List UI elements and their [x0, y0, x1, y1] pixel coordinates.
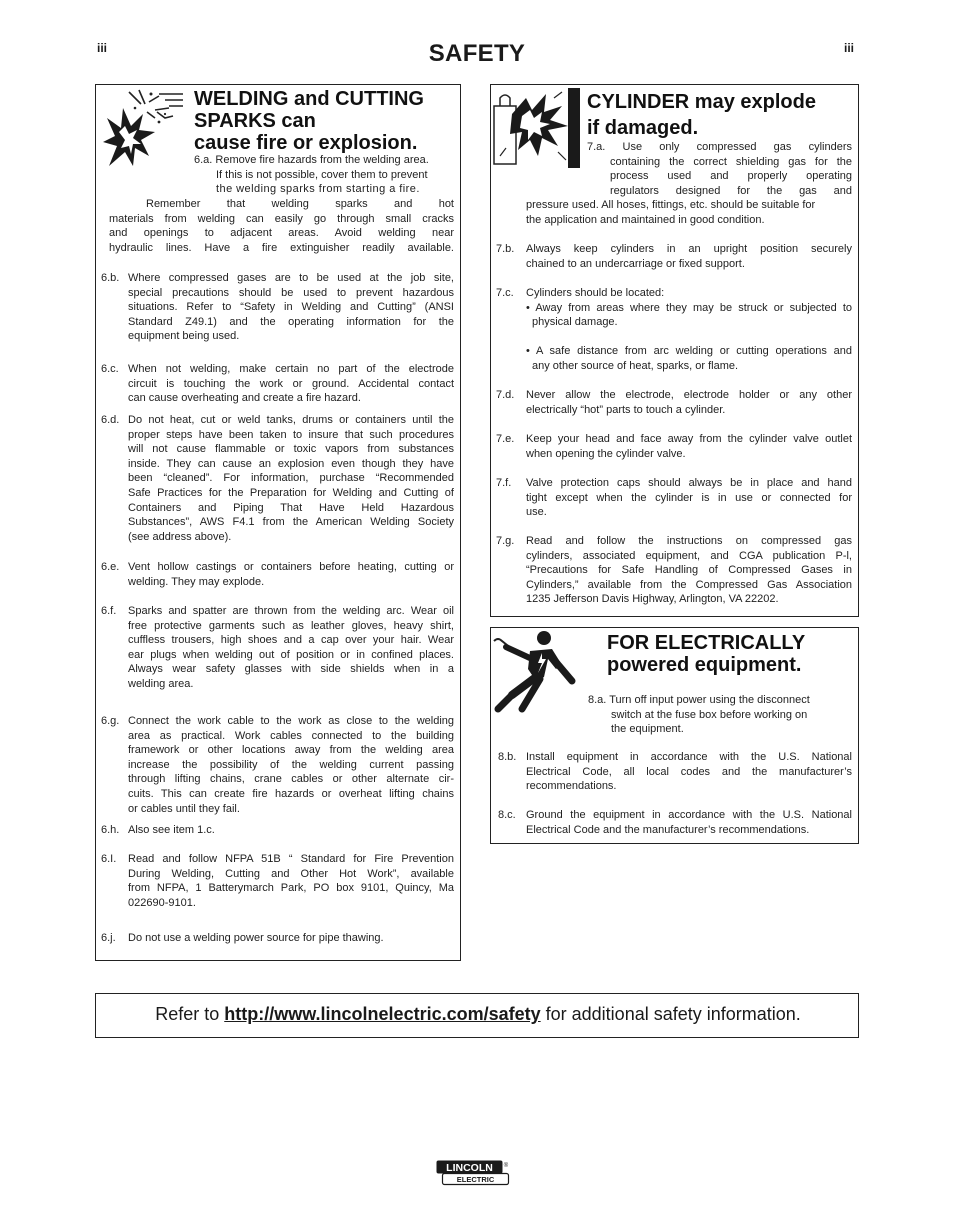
welding-heading — [194, 88, 424, 154]
welding-heading-line-1: WELDING and CUTTING — [194, 88, 424, 110]
cylinder-item-7f — [496, 476, 852, 520]
electric-heading — [607, 632, 805, 676]
item-text-line: increase the possibility of the welding current passing — [128, 758, 454, 771]
item-number: 8.b. — [498, 751, 517, 763]
welding-item-6g — [101, 714, 454, 816]
item-text-line: Connect the work cable to the work as close to the welding — [128, 715, 454, 727]
item-7a-line-2: containing the correct shielding gas for the — [610, 155, 852, 168]
welding-sparks-section — [95, 84, 461, 961]
item-7a-line-3: process used and properly operating — [610, 170, 852, 183]
cylinder-heading-line-2: if damaged. — [587, 117, 699, 139]
item-text-line: Do not heat, cut or weld tanks, drums or containers until the — [128, 414, 454, 426]
item-text-line: can cause overheating and create a fire hazard. — [128, 392, 361, 405]
welding-item-6e — [101, 560, 454, 589]
item-text-line: Read and follow NFPA 51B “ Standard for Fire Prevention — [128, 853, 454, 865]
item-text-line: When not welding, make certain no part of the electrode — [128, 363, 454, 375]
item-text-line: any other source of heat, sparks, or flame. — [532, 359, 739, 372]
cylinder-heading — [587, 89, 816, 141]
electric-heading-line-2: powered equipment. — [607, 654, 802, 676]
item-text-line: During Welding, Cutting and Other Hot Work”, available — [128, 867, 454, 880]
item-text-line: Keep your head and face away from the cylinder valve outlet — [526, 433, 852, 445]
item-text — [526, 750, 852, 794]
item-number: 6.h. — [101, 824, 120, 836]
item-text — [526, 476, 852, 520]
item-text — [526, 808, 852, 837]
welding-item-6b — [101, 271, 454, 344]
exploding-cylinder-icon — [492, 88, 584, 168]
lincoln-electric-logo — [436, 1160, 510, 1186]
item-number: 7.b. — [496, 243, 515, 255]
item-text-line: from NFPA, 1 Batterymarch Park, PO box 9101, Quincy, Ma — [128, 882, 454, 895]
item-text-line: (see address above). — [128, 530, 232, 543]
item-text — [128, 271, 454, 344]
item-8a-line-1: 8.a. Turn off input power using the disconnect — [588, 694, 810, 706]
item-text-line: Cylinders,” available from the Compressed Gas Association — [526, 578, 852, 591]
item-text — [526, 432, 852, 461]
item-number: 7.d. — [496, 389, 515, 401]
item-text — [128, 931, 454, 946]
refer-banner — [95, 993, 859, 1038]
item-number: 6.c. — [101, 363, 119, 375]
item-text-line: Always wear safety glasses with side shields when in a — [128, 663, 454, 676]
item-text-line: Do not use a welding power source for pipe thawing. — [128, 932, 384, 944]
item-number: 6.e. — [101, 561, 120, 573]
item-number: 6.f. — [101, 605, 117, 617]
item-text-line: Valve protection caps should always be in place and hand — [526, 477, 852, 489]
welding-item-6d — [101, 413, 454, 544]
item-text-line: cuffless trousers, high shoes and a cap over your hair. Wear — [128, 634, 454, 647]
item-text-line: area as practical. Work cables connected to the building — [128, 729, 454, 742]
item-text — [128, 823, 454, 838]
item-text-line: Vent hollow castings or containers before heating, cutting or — [128, 561, 454, 573]
item-text-line: been “cleaned”. For information, purchase “Recommended — [128, 472, 454, 485]
electric-shock-person-icon — [492, 629, 580, 715]
item-text — [128, 362, 454, 406]
svg-text:LINCOLN: LINCOLN — [446, 1162, 493, 1174]
item-number: 7.g. — [496, 535, 515, 547]
item-text-line: Containers and Piping That Have Held Hazardous — [128, 501, 454, 514]
item-text-line: when opening the cylinder valve. — [526, 447, 686, 460]
item-text-line: • Away from areas where they may be struck or subjected to — [526, 301, 852, 314]
item-text-line: Install equipment in accordance with the U.S. National — [526, 751, 852, 763]
item-text-line: Electrical Code and the manufacturer’s recommendations. — [526, 823, 810, 836]
refer-line — [96, 1004, 860, 1025]
item-number: 8.c. — [498, 809, 516, 821]
item-text-line: Cylinders should be located: — [526, 287, 665, 299]
item-text-line: proper steps have been taken to insure that such procedures — [128, 428, 454, 441]
item-text — [128, 604, 454, 692]
item-8a-line-2: switch at the fuse box before working on — [611, 708, 808, 721]
item-text-line: circuit is touching the work or ground. Accidental contact — [128, 377, 454, 390]
page-number-right: iii — [844, 41, 855, 55]
cylinder-item-7g — [496, 534, 852, 607]
item-text — [526, 388, 852, 417]
item-6a-intro — [194, 153, 429, 197]
welding-heading-line-3: cause fire or explosion. — [194, 132, 418, 154]
item-number: 7.c. — [496, 287, 514, 299]
svg-text:®: ® — [503, 1163, 509, 1169]
item-6a-line-3: the welding sparks from starting a fire. — [216, 183, 420, 196]
cylinder-item-7d — [496, 388, 852, 417]
item-8a-intro — [588, 693, 810, 737]
item-7a-body — [526, 198, 852, 227]
item-text-line: free protective garments such as leather gloves, heavy shirt, — [128, 619, 454, 632]
item-number: 7.f. — [496, 477, 512, 489]
item-number: 7.e. — [496, 433, 515, 445]
item-7a-intro — [587, 140, 852, 198]
cylinder-item-7c — [496, 286, 852, 374]
item-text-line: chained to an undercarriage or fixed support. — [526, 257, 745, 270]
item-6a-line-7: hydraulic lines. Have a fire extinguisher readily available. — [109, 241, 454, 254]
electric-item-8b — [498, 750, 852, 794]
item-7a-line-1: 7.a. Use only compressed gas cylinders — [587, 141, 852, 153]
item-text-line: situations. Refer to “Safety in Welding and Cutting” (ANSI — [128, 301, 454, 314]
page-number-left: iii — [97, 41, 108, 55]
item-7a-line-5: pressure used. All hoses, fittings, etc. should be suitable for — [526, 199, 816, 211]
item-text-line: 022690-9101. — [128, 896, 196, 909]
item-text-line: Always keep cylinders in an upright position securely — [526, 243, 852, 255]
item-text-line: inside. They can cause an explosion even though they have — [128, 457, 454, 470]
item-text-line: Read and follow the instructions on compressed gas — [526, 535, 852, 547]
item-text-line: tight except when the cylinder is in use or connected for — [526, 491, 852, 504]
item-text-line: cuits. This can create fire hazards or overheat lifting chains — [128, 787, 454, 800]
item-7a-line-4: regulators designed for the gas and — [610, 184, 852, 197]
safety-link[interactable]: http://www.lincolnelectric.com/safety — [224, 1004, 541, 1024]
item-text — [128, 413, 454, 544]
item-7a-line-6: the application and maintained in good condition. — [526, 213, 765, 226]
refer-prefix: Refer to — [155, 1004, 225, 1024]
item-number: 6.j. — [101, 932, 116, 944]
sparks-fire-explosion-icon — [99, 88, 187, 168]
electric-item-8c — [498, 808, 852, 837]
item-6a-line-1: 6.a. Remove fire hazards from the welding area. — [194, 154, 429, 166]
item-text-line: Substances”, AWS F4.1 from the American Welding Society — [128, 516, 454, 529]
item-number: 6.b. — [101, 272, 120, 284]
welding-item-6j — [101, 931, 454, 946]
item-text-line: Never allow the electrode, electrode holder or any other — [526, 389, 852, 401]
item-text-line: framework or other locations away from the welding area — [128, 744, 454, 757]
item-text-line: welding. They may explode. — [128, 575, 265, 588]
refer-suffix: for additional safety information. — [540, 1004, 801, 1024]
item-text-line: or cables until they fail. — [128, 802, 240, 815]
item-text — [128, 714, 454, 816]
item-text-line: Electrical Code, all local codes and the manufacturer’s — [526, 765, 852, 778]
item-text-line: welding area. — [128, 677, 194, 690]
item-text-line: ear plugs when welding out of position or in confined places. — [128, 648, 454, 661]
welding-item-6i — [101, 852, 454, 910]
item-text — [128, 560, 454, 589]
item-6a-line-4: Remember that welding sparks and hot — [146, 198, 454, 210]
item-6a-line-6: and openings to adjacent areas. Avoid welding near — [109, 227, 454, 240]
item-text-line: Standard Z49.1) and the operating information for the — [128, 315, 454, 328]
cylinder-heading-line-1: CYLINDER may explode — [587, 91, 816, 113]
item-text-line — [526, 330, 852, 345]
item-text-line: Sparks and spatter are thrown from the welding arc. Wear oil — [128, 605, 454, 617]
item-text-line: use. — [526, 506, 547, 519]
item-text-line: through lifting chains, crane cables or other alternate cir- — [128, 773, 454, 786]
electrical-equipment-section — [490, 627, 859, 844]
item-text-line: Also see item 1.c. — [128, 824, 215, 836]
cylinder-explode-section — [490, 84, 859, 617]
item-6a-line-5: materials from welding can easily go through small cracks — [109, 212, 454, 225]
welding-heading-line-2: SPARKS can — [194, 110, 316, 132]
item-text — [526, 534, 852, 607]
item-text — [526, 286, 852, 374]
item-text — [128, 852, 454, 910]
cylinder-item-7e — [496, 432, 852, 461]
welding-item-6c — [101, 362, 454, 406]
item-text-line: cylinders, associated equipment, and CGA publication P-l, — [526, 549, 852, 562]
cylinder-item-7b — [496, 242, 852, 271]
welding-item-6f — [101, 604, 454, 692]
item-6a-line-2: If this is not possible, cover them to prevent — [216, 168, 428, 181]
item-text-line: Where compressed gases are to be used at the job site, — [128, 272, 454, 284]
welding-item-6h — [101, 823, 454, 838]
item-text — [526, 242, 852, 271]
item-text-line: physical damage. — [532, 316, 618, 329]
item-number: 6.g. — [101, 715, 120, 727]
item-text-line: Ground the equipment in accordance with the U.S. National — [526, 809, 852, 821]
item-text-line: special precautions should be used to prevent hazardous — [128, 286, 454, 299]
item-text-line: will not cause flammable or toxic vapors from substances — [128, 443, 454, 456]
svg-text:ELECTRIC: ELECTRIC — [456, 1175, 495, 1184]
item-8a-line-3: the equipment. — [611, 723, 684, 736]
page-title: SAFETY — [428, 40, 526, 67]
item-text-line: recommendations. — [526, 780, 617, 793]
item-text-line: electrically “hot” parts to touch a cylinder. — [526, 403, 726, 416]
item-text-line: equipment being used. — [128, 330, 240, 343]
item-number: 6.I. — [101, 853, 117, 865]
electric-heading-line-1: FOR ELECTRICALLY — [607, 632, 806, 654]
item-text-line: Safe Practices for the Preparation for Welding and Cutting of — [128, 486, 454, 499]
item-text-line: “Precautions for Safe Handling of Compressed Gases in — [526, 564, 852, 577]
item-text-line: • A safe distance from arc welding or cutting operations and — [526, 345, 852, 358]
item-number: 6.d. — [101, 414, 120, 426]
item-6a-body — [109, 197, 454, 255]
item-text-line: 1235 Jefferson Davis Highway, Arlington, VA 22202. — [526, 593, 779, 606]
